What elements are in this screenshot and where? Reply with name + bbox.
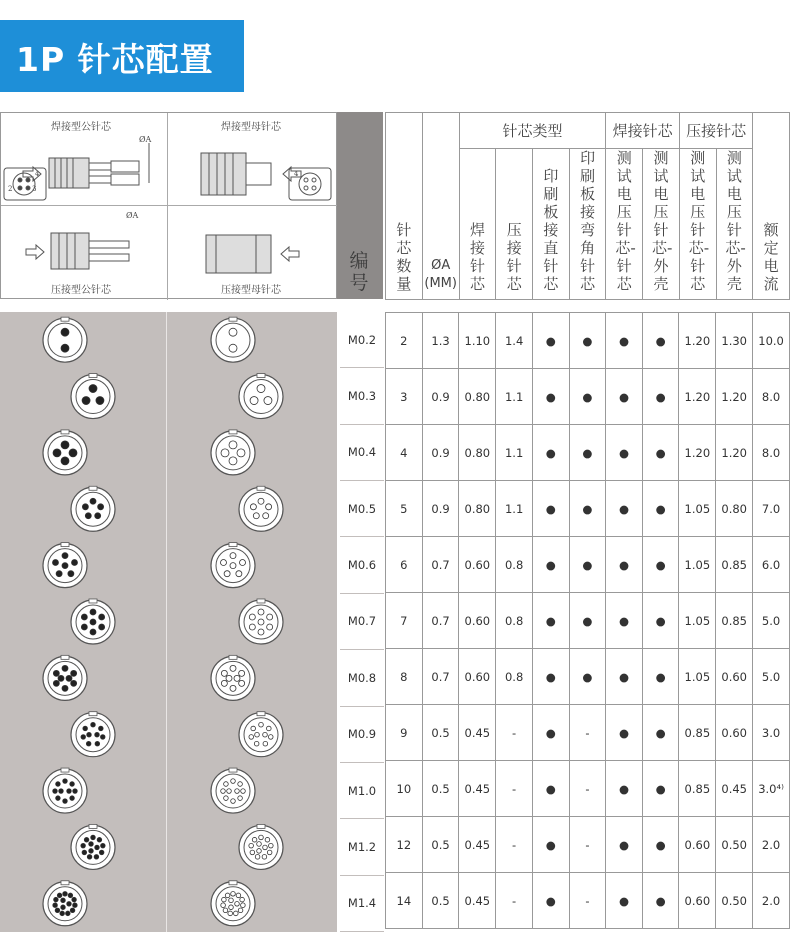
code-label: M1.2 [347,839,377,854]
crimp-female-drawing [206,235,299,273]
label-solder-female: 焊接型母针芯 [221,122,281,133]
cell-cv_shell: 1.20 [716,425,753,481]
female-face-drawing [289,168,331,200]
cell-dia: 0.5 [422,761,459,817]
header-diameter: ØA(MM) [422,113,459,300]
cell-pcb_a: ● [569,593,606,649]
cell-sv_pin: ● [606,369,643,425]
dim-label-top: ØA [139,135,152,144]
pin-number-4: 4 [35,170,40,178]
code-label: M1.0 [347,783,377,798]
female-face-icon [211,881,255,926]
cell-pins: 2 [386,313,423,369]
female-face-icon [211,430,255,475]
male-face-icon [43,543,87,588]
cell-pins: 6 [386,537,423,593]
code-label: M0.3 [347,389,377,404]
cell-pins: 12 [386,817,423,873]
label-crimp-male: 压接型公针芯 [51,285,111,296]
code-cell [340,368,384,424]
table-row [386,369,790,425]
cell-dia: 0.9 [422,481,459,537]
cell-sv_pin: ● [606,761,643,817]
code-label: M0.5 [347,501,377,516]
cell-solder: 0.80 [459,481,496,537]
cell-cv_shell: 0.85 [716,593,753,649]
code-column-header [337,112,383,299]
cell-cv_pin: 1.05 [679,649,716,705]
cell-current: 3.0⁴⁾ [753,761,790,817]
cell-cv_pin: 1.20 [679,425,716,481]
female-face-icon [239,824,283,869]
solder-female-drawing [201,153,301,195]
male-face-icon [43,768,87,813]
cell-sv_shell: ● [642,537,679,593]
male-face-icon [71,374,115,419]
cell-pcb_a: ● [569,481,606,537]
cell-current: 5.0 [753,593,790,649]
cell-sv_shell: ● [642,761,679,817]
cell-pcb_a: ● [569,369,606,425]
cell-crimp: 0.8 [496,593,533,649]
header-crimp-pin-group: 压接针芯 [679,113,752,149]
code-cell [340,819,384,875]
cell-pins: 5 [386,481,423,537]
female-face-icon [239,599,283,644]
cell-cv_shell: 0.80 [716,481,753,537]
male-face-icon [43,430,87,475]
female-face-icon [239,712,283,757]
connector-faces-drawing [0,312,337,932]
cell-pcb_a: ● [569,537,606,593]
female-face-icon [211,768,255,813]
cell-solder: 0.45 [459,705,496,761]
cell-cv_shell: 0.50 [716,817,753,873]
section-banner [0,20,244,92]
header-test-voltage-shell: 测试电压针芯-外壳 [643,149,680,300]
cell-current: 5.0 [753,649,790,705]
table-row [386,537,790,593]
female-face-icon [239,374,283,419]
cell-current: 6.0 [753,537,790,593]
connector-diagram [0,112,337,299]
header-pin-type-group: 针芯类型 [459,113,606,149]
cell-pcb_s: ● [532,593,569,649]
cell-dia: 0.7 [422,593,459,649]
code-header-label: 编号 [349,250,369,294]
cell-crimp: - [496,873,533,929]
cell-solder: 0.45 [459,873,496,929]
header-solder-pin-group: 焊接针芯 [606,113,679,149]
cell-cv_shell: 1.30 [716,313,753,369]
cell-sv_shell: ● [642,593,679,649]
code-label: M0.4 [347,445,377,460]
cell-solder: 0.60 [459,537,496,593]
cell-pins: 4 [386,425,423,481]
table-row [386,593,790,649]
table-row [386,425,790,481]
cell-crimp: 0.8 [496,537,533,593]
cell-crimp: - [496,817,533,873]
code-cell [340,594,384,650]
code-cell [340,481,384,537]
header-pcb-straight: 印刷板接直针芯 [533,149,570,300]
header-crimp: 压接针芯 [496,149,533,300]
code-label: M0.6 [347,558,377,573]
spec-header-table [385,112,790,300]
code-cell [340,650,384,706]
header-crimp-voltage-pin: 测试电压针芯-针芯 [679,149,716,300]
code-cell [340,537,384,593]
code-cell [340,763,384,819]
code-column [340,312,384,932]
female-face-icon [211,543,255,588]
cell-solder: 0.80 [459,369,496,425]
pin-number-4-female: 4 [294,170,299,178]
code-cell [340,707,384,763]
code-label: M1.4 [347,896,377,911]
pin-number-2: 2 [8,185,13,193]
cell-cv_shell: 0.85 [716,537,753,593]
cell-pcb_a: - [569,761,606,817]
table-row [386,705,790,761]
female-face-icon [211,317,255,362]
cell-pcb_a: - [569,873,606,929]
cell-cv_pin: 0.60 [679,873,716,929]
cell-current: 2.0 [753,873,790,929]
cell-crimp: 0.8 [496,649,533,705]
code-cell [340,312,384,368]
header-crimp-voltage-shell: 测试电压针芯-外壳 [716,149,753,300]
male-face-icon [71,599,115,644]
cell-solder: 0.60 [459,593,496,649]
cell-sv_shell: ● [642,649,679,705]
cell-cv_pin: 0.85 [679,705,716,761]
cell-pins: 8 [386,649,423,705]
pin-number-3: 3 [32,185,37,193]
cell-cv_shell: 0.50 [716,873,753,929]
cell-pcb_s: ● [532,817,569,873]
cell-cv_pin: 1.20 [679,313,716,369]
male-face-icon [71,824,115,869]
cell-pins: 14 [386,873,423,929]
header-solder: 焊接针芯 [459,149,496,300]
cell-crimp: 1.1 [496,481,533,537]
spec-data-table [385,312,790,929]
cell-dia: 0.9 [422,369,459,425]
cell-dia: 0.5 [422,873,459,929]
cell-crimp: 1.1 [496,369,533,425]
cell-pcb_s: ● [532,761,569,817]
cell-pcb_s: ● [532,481,569,537]
cell-cv_pin: 1.05 [679,481,716,537]
cell-solder: 0.45 [459,817,496,873]
code-cell [340,876,384,932]
cell-sv_shell: ● [642,369,679,425]
cell-pcb_a: - [569,705,606,761]
cell-dia: 0.5 [422,817,459,873]
cell-crimp: - [496,761,533,817]
cell-dia: 1.3 [422,313,459,369]
cell-current: 8.0 [753,425,790,481]
female-face-icon [211,655,255,700]
male-face-icon [43,881,87,926]
section-title: 1P 针芯配置 [16,40,214,79]
female-face-icon [239,486,283,531]
cell-pcb_s: ● [532,425,569,481]
cell-pcb_s: ● [532,649,569,705]
cell-current: 10.0 [753,313,790,369]
cell-current: 2.0 [753,817,790,873]
header-rated-current: 额定电流 [753,113,790,300]
code-label: M0.9 [347,727,377,742]
cell-cv_shell: 0.45 [716,761,753,817]
table-row [386,761,790,817]
cell-pcb_a: - [569,817,606,873]
header-pcb-angle: 印刷板接弯角针芯 [569,149,606,300]
cell-sv_shell: ● [642,313,679,369]
cell-cv_pin: 0.85 [679,761,716,817]
cell-current: 7.0 [753,481,790,537]
cell-solder: 0.80 [459,425,496,481]
cell-pins: 3 [386,369,423,425]
label-solder-male: 焊接型公针芯 [51,122,111,133]
cell-sv_shell: ● [642,705,679,761]
connector-faces-panel [0,312,337,932]
table-row [386,817,790,873]
cell-sv_pin: ● [606,425,643,481]
cell-sv_pin: ● [606,873,643,929]
table-row [386,649,790,705]
header-test-voltage-pin: 测试电压针芯-针芯 [606,149,643,300]
cell-dia: 0.7 [422,537,459,593]
label-crimp-female: 压接型母针芯 [221,285,281,296]
cell-current: 8.0 [753,369,790,425]
cell-sv_pin: ● [606,593,643,649]
cell-sv_pin: ● [606,481,643,537]
cell-cv_pin: 1.05 [679,593,716,649]
cell-solder: 0.45 [459,761,496,817]
cell-pcb_s: ● [532,369,569,425]
cell-dia: 0.7 [422,649,459,705]
table-row [386,481,790,537]
cell-cv_pin: 0.60 [679,817,716,873]
cell-pins: 10 [386,761,423,817]
cell-dia: 0.9 [422,425,459,481]
cell-pins: 7 [386,593,423,649]
cell-current: 3.0 [753,705,790,761]
cell-pcb_s: ● [532,313,569,369]
cell-crimp: 1.1 [496,425,533,481]
male-face-icon [43,317,87,362]
cell-dia: 0.5 [422,705,459,761]
cell-cv_pin: 1.20 [679,369,716,425]
cell-sv_shell: ● [642,817,679,873]
cell-pcb_s: ● [532,537,569,593]
cell-cv_shell: 0.60 [716,649,753,705]
connector-drawing [1,113,338,300]
cell-pcb_a: ● [569,425,606,481]
code-cell [340,425,384,481]
cell-sv_pin: ● [606,705,643,761]
cell-sv_pin: ● [606,649,643,705]
cell-sv_shell: ● [642,425,679,481]
crimp-male-drawing [26,233,129,269]
table-row [386,873,790,929]
cell-pcb_a: ● [569,313,606,369]
dim-label-bottom: ØA [126,211,139,220]
cell-sv_pin: ● [606,817,643,873]
cell-sv_shell: ● [642,481,679,537]
code-label: M0.7 [347,614,377,629]
code-label: M0.8 [347,670,377,685]
male-face-icon [71,486,115,531]
table-row [386,313,790,369]
header-pin-count: 针芯数量 [386,113,423,300]
cell-pcb_s: ● [532,705,569,761]
cell-pcb_a: ● [569,649,606,705]
cell-cv_shell: 1.20 [716,369,753,425]
cell-cv_pin: 1.05 [679,537,716,593]
cell-sv_pin: ● [606,537,643,593]
male-face-icon [71,712,115,757]
cell-solder: 1.10 [459,313,496,369]
cell-pcb_s: ● [532,873,569,929]
cell-sv_shell: ● [642,873,679,929]
cell-cv_shell: 0.60 [716,705,753,761]
male-face-icon [43,655,87,700]
code-label: M0.2 [347,332,377,347]
cell-sv_pin: ● [606,313,643,369]
cell-crimp: - [496,705,533,761]
cell-crimp: 1.4 [496,313,533,369]
cell-pins: 9 [386,705,423,761]
cell-solder: 0.60 [459,649,496,705]
solder-male-drawing [23,143,149,188]
